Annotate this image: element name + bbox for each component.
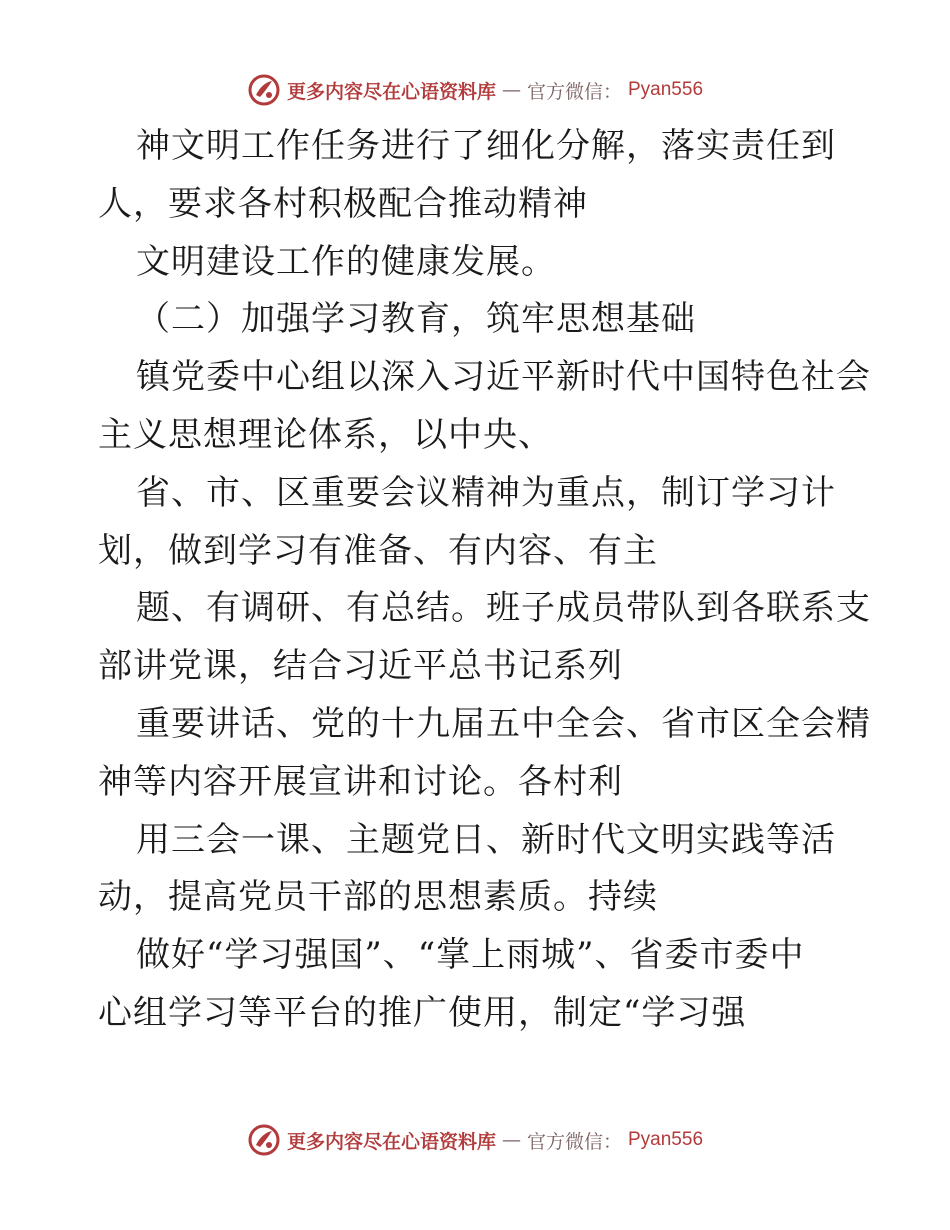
- header-account: Pyan556: [628, 79, 704, 100]
- body-line: 主义思想理论体系，以中央、: [98, 414, 553, 455]
- body-line: 划，做到学习有准备、有内容、有主: [98, 530, 658, 571]
- footer-watermark: [0, 1120, 950, 1160]
- footer-account: Pyan556: [628, 1129, 704, 1150]
- body-line: 镇党委中心组以深入习近平新时代中国特色社会: [136, 357, 871, 398]
- body-line: 神文明工作任务进行了细化分解，落实责任到: [136, 126, 836, 166]
- brand-logo-icon: [247, 1123, 281, 1157]
- body-line: 动，提高党员干部的思想素质。持续: [98, 877, 658, 918]
- body-line: 部讲党课，结合习近平总书记系列: [98, 646, 623, 687]
- document-body: [98, 118, 878, 1043]
- header-watermark: [0, 70, 950, 110]
- body-line: 用三会一课、主题党日、新时代文明实践等活: [136, 819, 836, 860]
- header-brand-text: 更多内容尽在心语资料库: [286, 80, 496, 103]
- brand-logo-icon: [247, 73, 281, 107]
- body-line: 重要讲话、党的十九届五中全会、省市区全会精: [136, 703, 871, 744]
- footer-brand-text: 更多内容尽在心语资料库: [286, 1130, 496, 1153]
- header-dash: —: [501, 79, 521, 101]
- body-line: 心组学习等平台的推广使用，制定“学习强: [98, 992, 747, 1033]
- body-line: 人，要求各村积极配合推动精神: [98, 183, 588, 224]
- body-line: 做好“学习强国”、“掌上雨城”、省委市委中: [136, 935, 805, 976]
- body-line: 神等内容开展宣讲和讨论。各村利: [98, 761, 623, 802]
- footer-dash: —: [501, 1129, 521, 1151]
- body-line: 题、有调研、有总结。班子成员带队到各联系支: [136, 588, 871, 629]
- section-heading: （二）加强学习教育，筑牢思想基础: [136, 299, 696, 340]
- header-wechat-label: 官方微信：: [526, 80, 622, 103]
- footer-wechat-label: 官方微信：: [526, 1130, 622, 1153]
- body-line: 省、市、区重要会议精神为重点，制订学习计: [136, 472, 836, 513]
- body-line: 文明建设工作的健康发展。: [136, 241, 556, 282]
